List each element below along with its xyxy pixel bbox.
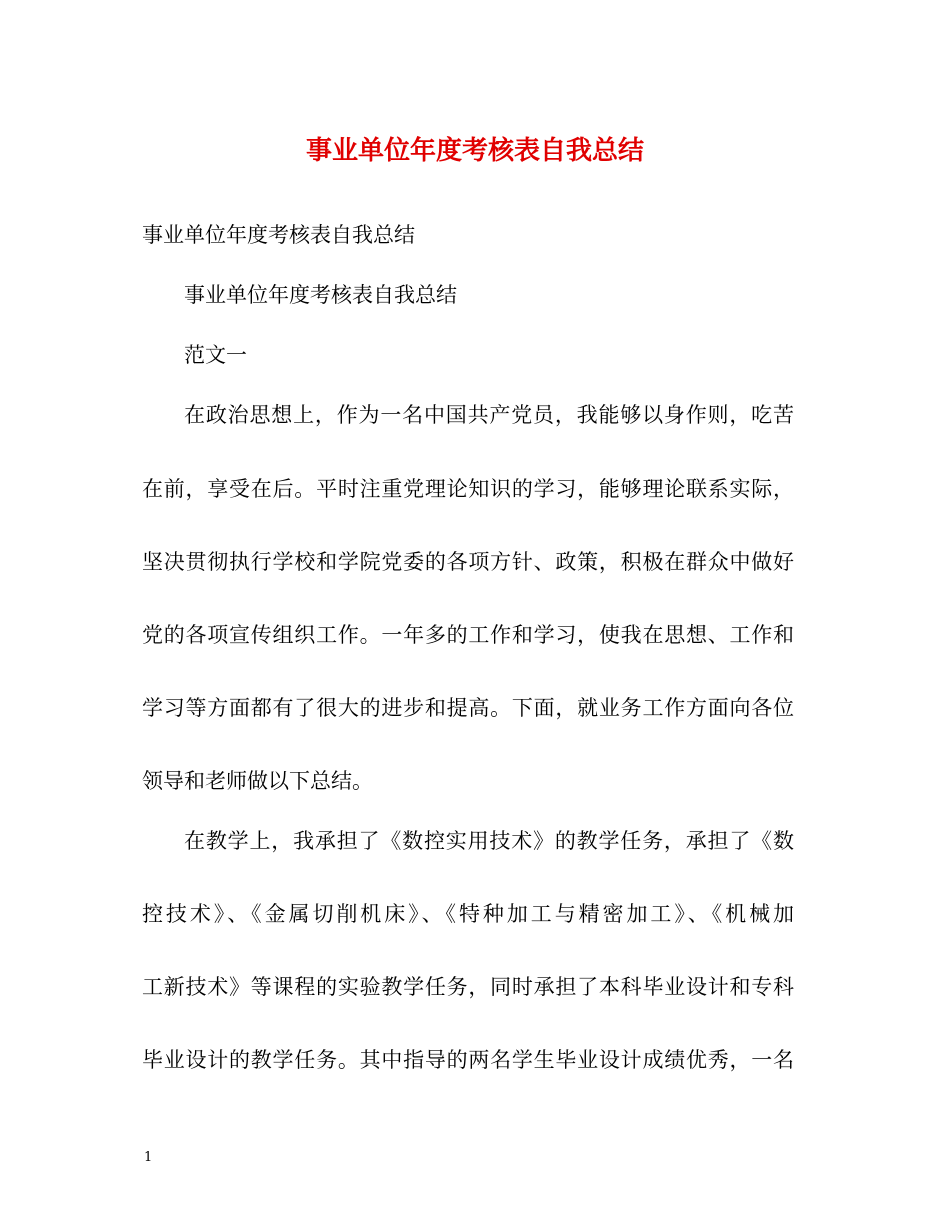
paragraph-line: 领导和老师做以下总结。 [142,769,373,793]
paragraph-line: 控技术》、《金属切削机床》、《特种加工与精密加工》、《机械加 [142,902,794,926]
paragraph-line: 范文一 [184,343,247,367]
paragraph-line: 工新技术》等课程的实验教学任务，同时承担了本科毕业设计和专科 [142,975,794,999]
paragraph-line: 坚决贯彻执行学校和学院党委的各项方针、政策，积极在群众中做好 [142,550,794,574]
paragraph-line: 在政治思想上，作为一名中国共产党员，我能够以身作则，吃苦 [184,403,794,427]
paragraph-line: 在教学上，我承担了《数控实用技术》的教学任务，承担了《数 [184,829,794,853]
paragraph-line: 学习等方面都有了很大的进步和提高。下面，就业务工作方面向各位 [142,696,794,720]
page-number: 1 [144,1150,153,1165]
document-title: 事业单位年度考核表自我总结 [305,136,644,166]
paragraph-line: 事业单位年度考核表自我总结 [184,283,457,307]
paragraph-line: 在前，享受在后。平时注重党理论知识的学习，能够理论联系实际， [142,477,794,501]
paragraph-line: 事业单位年度考核表自我总结 [142,223,415,247]
paragraph-line: 党的各项宣传组织工作。一年多的工作和学习，使我在思想、工作和 [142,623,794,647]
paragraph-line: 毕业设计的教学任务。其中指导的两名学生毕业设计成绩优秀，一名 [142,1048,794,1072]
